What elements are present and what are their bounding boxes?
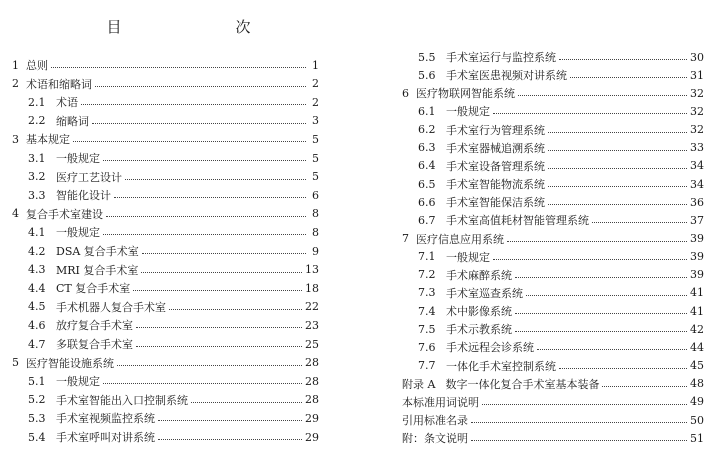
toc-entry-label: 手术示教系统	[446, 323, 512, 337]
toc-dot-leader	[515, 312, 687, 314]
toc-entry-number: 5	[12, 356, 19, 370]
toc-entry-page: 30	[690, 50, 704, 64]
toc-entry-number: 6.3	[418, 141, 436, 155]
toc-entry-page: 2	[312, 95, 319, 109]
toc-entry[interactable]	[402, 285, 704, 301]
toc-entry[interactable]	[402, 67, 704, 83]
toc-entry-label: 手术机器人复合手术室	[56, 300, 166, 314]
toc-entry-number: 6.4	[418, 159, 436, 173]
toc-entry-page: 13	[305, 263, 319, 277]
toc-dot-leader	[548, 203, 687, 205]
toc-entry-label: 本标准用词说明	[402, 395, 479, 409]
toc-dot-leader	[559, 58, 687, 60]
toc-entry[interactable]	[402, 140, 704, 156]
toc-dot-leader	[548, 149, 687, 151]
toc-entry-number: 6.7	[418, 213, 436, 227]
toc-entry-label: 术中影像系统	[446, 305, 512, 319]
toc-entry-number: 7.6	[418, 340, 436, 354]
toc-entry-page: 32	[690, 104, 704, 118]
toc-entry-number: 5.4	[28, 430, 46, 444]
toc-entry-label: 数字一体化复合手术室基本装备	[445, 377, 600, 391]
toc-entry-label: MRI 复合手术室	[56, 263, 139, 277]
toc-entry-page: 28	[305, 374, 319, 388]
toc-entry-page: 34	[690, 159, 704, 173]
toc-dot-leader	[526, 294, 687, 296]
toc-entry[interactable]	[402, 358, 704, 374]
toc-entry-page: 44	[690, 340, 704, 354]
toc-dot-leader	[548, 167, 687, 169]
toc-entry-page: 28	[305, 393, 319, 407]
toc-entry-label: 术语	[56, 96, 78, 110]
toc-entry[interactable]	[402, 231, 704, 247]
toc-entry[interactable]	[402, 267, 704, 283]
toc-entry-label: 医疗信息应用系统	[416, 232, 504, 246]
toc-dot-leader	[518, 94, 687, 96]
toc-entry-number: 4.4	[28, 281, 46, 295]
toc-entry-number: 7.5	[418, 322, 436, 336]
toc-dot-leader	[592, 221, 687, 223]
toc-entry-label: 手术室运行与监控系统	[446, 51, 556, 64]
toc-entry-label: 手术室智能保洁系统	[446, 196, 545, 210]
toc-entry[interactable]	[12, 410, 319, 426]
toc-entry-page: 51	[690, 431, 704, 445]
toc-entry[interactable]	[12, 169, 319, 185]
toc-entry[interactable]	[12, 262, 319, 278]
toc-entry-label: 医疗工艺设计	[56, 170, 122, 184]
toc-dot-leader	[103, 382, 302, 384]
toc-entry-number: 7.2	[418, 268, 436, 282]
toc-entry-page: 25	[305, 337, 319, 351]
toc-dot-leader	[114, 196, 306, 198]
toc-entry-number: 5.6	[418, 68, 436, 82]
toc-dot-leader	[602, 385, 687, 387]
toc-dot-leader	[141, 271, 302, 273]
toc-entry[interactable]	[12, 224, 319, 240]
toc-dot-leader	[81, 103, 306, 105]
toc-entry-label: DSA 复合手术室	[56, 245, 139, 258]
toc-dot-leader	[537, 348, 687, 350]
toc-dot-leader	[507, 240, 687, 242]
toc-entry-page: 23	[305, 318, 319, 332]
toc-entry[interactable]	[402, 303, 704, 319]
toc-entry[interactable]	[12, 187, 319, 203]
toc-entry-page: 49	[690, 395, 704, 409]
toc-entry-number: 4.6	[28, 318, 46, 332]
toc-dot-leader	[548, 185, 687, 187]
toc-entry-label: 一般规定	[56, 152, 100, 165]
toc-entry-number: 2.1	[28, 95, 46, 109]
toc-entry-label: 放疗复合手术室	[56, 319, 133, 333]
toc-entry[interactable]	[12, 336, 319, 352]
toc-dot-leader	[493, 112, 687, 114]
toc-entry-number: 3.3	[28, 188, 46, 202]
toc-entry[interactable]	[402, 339, 704, 355]
toc-entry-label: 智能化设计	[56, 189, 111, 203]
toc-entry-label: CT 复合手术室	[56, 282, 131, 296]
toc-dot-leader	[158, 438, 302, 440]
toc-entry-number: 4.7	[28, 337, 46, 351]
toc-dot-leader	[106, 215, 306, 217]
toc-entry-number: 附录 A	[402, 377, 436, 391]
toc-entry-page: 22	[305, 300, 319, 314]
toc-dot-leader	[51, 66, 306, 68]
toc-entry-page: 37	[690, 213, 704, 227]
toc-entry[interactable]	[12, 131, 319, 147]
toc-dot-leader	[95, 85, 306, 87]
toc-entry-page: 45	[690, 359, 704, 373]
toc-entry-label: 医疗物联网智能系统	[416, 87, 515, 101]
toc-entry-page: 39	[690, 232, 704, 245]
toc-entry[interactable]	[402, 376, 704, 392]
toc-entry[interactable]	[402, 158, 704, 174]
toc-entry-number: 6.1	[418, 104, 436, 118]
toc-entry-page: 31	[690, 68, 704, 82]
toc-entry[interactable]	[402, 412, 704, 428]
toc-entry-label: 手术室行为管理系统	[446, 123, 545, 137]
toc-entry-number: 7.1	[418, 250, 436, 264]
toc-entry-number: 7.7	[418, 359, 436, 373]
toc-entry[interactable]	[402, 394, 704, 410]
toc-dot-leader	[136, 326, 302, 328]
toc-dot-leader	[103, 159, 306, 161]
toc-entry-page: 28	[305, 356, 319, 370]
toc-entry[interactable]	[402, 321, 704, 337]
toc-entry-page: 34	[690, 177, 704, 191]
toc-entry[interactable]	[402, 194, 704, 210]
toc-entry-page: 32	[690, 86, 704, 100]
toc-entry-page: 8	[312, 207, 319, 221]
toc-entry[interactable]	[12, 150, 319, 166]
toc-entry-label: 手术室呼叫对讲系统	[56, 431, 155, 444]
toc-entry-number: 1	[12, 58, 19, 72]
toc-entry-label: 复合手术室建设	[26, 207, 103, 221]
toc-entry-number: 7.3	[418, 286, 436, 300]
toc-entry[interactable]	[12, 373, 319, 389]
toc-entry-number: 7.4	[418, 304, 436, 318]
toc-entry-number: 3	[12, 132, 19, 146]
toc-dot-leader	[142, 252, 306, 254]
toc-dot-leader	[158, 419, 302, 421]
toc-entry-number: 4	[12, 207, 19, 221]
toc-entry-label: 手术室视频监控系统	[56, 412, 155, 426]
toc-entry-label: 手术室巡查系统	[446, 286, 523, 300]
toc-dot-leader	[570, 76, 687, 78]
toc-entry-page: 2	[312, 77, 319, 91]
toc-dot-leader	[103, 233, 306, 235]
toc-entry-label: 手术麻醉系统	[446, 268, 512, 282]
toc-entry-page: 39	[690, 250, 704, 264]
toc-entry-label: 手术室高值耗材智能管理系统	[446, 214, 589, 228]
toc-entry-label: 手术室智能物流系统	[446, 178, 545, 192]
toc-dot-leader	[559, 367, 687, 369]
toc-entry[interactable]	[12, 113, 319, 129]
toc-entry-number: 4.5	[28, 300, 46, 314]
toc-entry-number: 4.3	[28, 263, 46, 277]
toc-entry-page: 6	[312, 188, 319, 202]
toc-entry-label: 引用标准名录	[402, 414, 468, 427]
toc-entry-number: 2	[12, 77, 19, 91]
toc-entry-number: 6.5	[418, 177, 436, 191]
toc-entry-page: 9	[312, 244, 319, 258]
toc-entry-label: 一般规定	[56, 375, 100, 389]
toc-entry-label: 缩略词	[56, 114, 89, 128]
toc-entry-page: 5	[312, 132, 319, 146]
toc-entry-page: 3	[312, 114, 319, 128]
toc-entry-page: 32	[690, 123, 704, 137]
toc-dot-leader	[133, 289, 302, 291]
toc-dot-leader	[73, 140, 306, 142]
toc-dot-leader	[493, 258, 687, 260]
toc-entry-label: 一般规定	[446, 250, 490, 264]
toc-entry-page: 36	[690, 195, 704, 209]
toc-entry-number: 3.1	[28, 151, 46, 165]
toc-entry[interactable]	[12, 392, 319, 408]
toc-entry-page: 5	[312, 151, 319, 165]
toc-entry-page: 33	[690, 141, 704, 155]
toc-entry-page: 41	[690, 286, 704, 300]
toc-entry-label: 总则	[26, 59, 48, 72]
toc-entry[interactable]	[12, 280, 319, 296]
toc-dot-leader	[169, 308, 302, 310]
toc-entry-label: 一般规定	[56, 226, 100, 240]
toc-entry-number: 6.2	[418, 123, 436, 137]
toc-entry[interactable]	[12, 243, 319, 259]
toc-entry-label: 多联复合手术室	[56, 338, 133, 351]
toc-entry-page: 5	[312, 170, 319, 184]
toc-entry-page: 48	[690, 377, 704, 391]
toc-dot-leader	[92, 122, 306, 124]
toc-entry[interactable]	[402, 103, 704, 119]
toc-entry-label: 医疗智能设施系统	[26, 356, 114, 370]
toc-dot-leader	[125, 178, 306, 180]
toc-entry-label: 手术室设备管理系统	[446, 159, 545, 173]
toc-entry-number: 4.2	[28, 244, 46, 258]
toc-entry[interactable]	[402, 212, 704, 228]
toc-entry-number: 3.2	[28, 170, 46, 184]
toc-entry-label: 术语和缩略词	[26, 77, 92, 91]
toc-dot-leader	[136, 345, 302, 347]
toc-dot-leader	[117, 364, 302, 366]
toc-dot-leader	[515, 276, 687, 278]
toc-entry-number: 5.5	[418, 50, 436, 64]
toc-entry-label: 基本规定	[26, 133, 70, 147]
toc-entry-label: 手术远程会诊系统	[446, 341, 534, 355]
toc-entry[interactable]	[402, 249, 704, 265]
toc-dot-leader	[482, 403, 687, 405]
toc-entry[interactable]	[12, 299, 319, 315]
toc-entry-page: 8	[312, 225, 319, 239]
toc-entry-number: 2.2	[28, 114, 46, 128]
toc-entry-label: 手术室智能出入口控制系统	[56, 393, 188, 407]
toc-entry-page: 1	[312, 58, 319, 72]
toc-entry-number: 4.1	[28, 225, 46, 239]
toc-entry-label: 手术室器械追溯系统	[446, 141, 545, 155]
toc-entry[interactable]	[12, 317, 319, 333]
toc-dot-leader	[191, 401, 302, 403]
toc-entry-label: 附：条文说明	[402, 432, 468, 446]
toc-entry[interactable]	[12, 206, 319, 222]
toc-dot-leader	[515, 330, 687, 332]
toc-title: 目 次	[106, 18, 279, 36]
toc-entry[interactable]	[402, 122, 704, 138]
toc-entry[interactable]	[12, 94, 319, 110]
toc-dot-leader	[548, 131, 687, 133]
toc-entry[interactable]	[12, 355, 319, 371]
toc-entry[interactable]	[402, 430, 704, 446]
toc-dot-leader	[471, 439, 687, 441]
toc-entry[interactable]	[12, 76, 319, 92]
toc-entry-number: 5.3	[28, 411, 46, 425]
toc-entry-page: 29	[305, 411, 319, 425]
toc-entry-label: 一体化手术室控制系统	[446, 359, 556, 373]
toc-entry[interactable]	[402, 85, 704, 101]
toc-entry[interactable]	[12, 429, 319, 445]
toc-entry-page: 50	[690, 413, 704, 427]
toc-entry-page: 18	[305, 281, 319, 295]
toc-entry[interactable]	[12, 57, 319, 73]
toc-entry-number: 6	[402, 86, 409, 100]
toc-entry-number: 5.2	[28, 393, 46, 407]
toc-entry-page: 39	[690, 268, 704, 282]
toc-entry-label: 手术室医患视频对讲系统	[446, 69, 567, 83]
toc-entry-page: 42	[690, 322, 704, 336]
toc-entry-page: 29	[305, 430, 319, 444]
toc-entry-number: 6.6	[418, 195, 436, 209]
toc-entry-number: 7	[402, 232, 409, 245]
toc-entry[interactable]	[402, 49, 704, 65]
toc-entry-label: 一般规定	[446, 105, 490, 119]
toc-entry-number: 5.1	[28, 374, 46, 388]
toc-entry-page: 41	[690, 304, 704, 318]
toc-dot-leader	[471, 421, 687, 423]
toc-entry[interactable]	[402, 176, 704, 192]
